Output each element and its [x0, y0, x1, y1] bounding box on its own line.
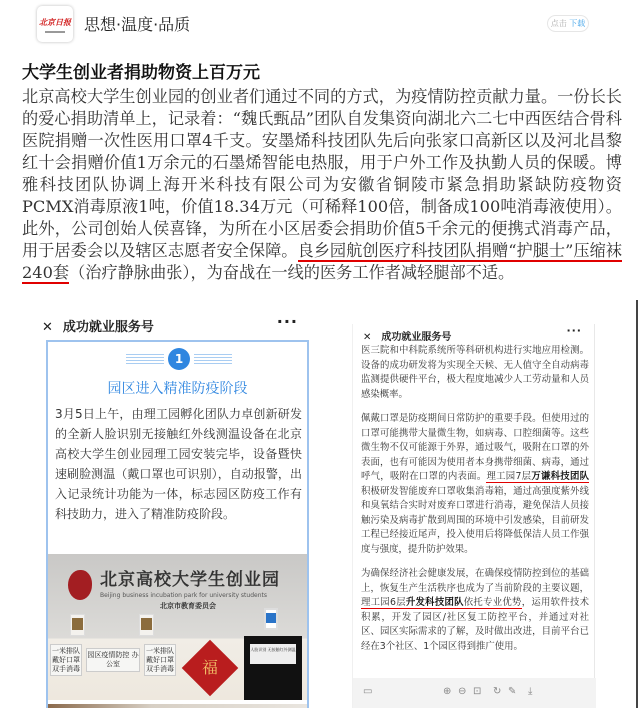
section-text: 3月5日上午，由理工园孵化团队力卓创新研发的全新人脸识别无接触红外线测温设备在北京高校大学生创业园理工园安装完毕，设备暨快速刷脸测温（戴口罩也可识别），自动报警，出入记录统计功能为一体，标志园区防疫工作有科技助力，进入了精准防疫阶段。: [55, 407, 302, 521]
step-badge: 1: [168, 348, 190, 370]
panel-header: [363, 328, 451, 343]
download-prefix: 点击: [550, 19, 567, 28]
article-text: 北京高校大学生创业园的创业者们通过不同的方式，为疫情防控贡献力量。一份长长的爱心捐助清单上，记录着：“魏氏甄品”团队自发集资向湖北六二七中西医结合骨科医院捐赠一次性医用口罩4千支。安墨烯科技团队先后向张家口高新区以及河北昌黎红十会捐赠价值1万余元的石墨烯智能电热服，用于户外工作及执勤人员的保暖。博雅科技团队协调上海开米科技有限公司为安徽省铜陵市紧急捐助紧缺防疫物资PCMX消毒原液1吨，价值18.34万元（可稀释100倍，制备成100吨消毒液使用）。此外，公司创始人侯喜锋，为所在小区居委会捐助价值5千余元的便携式消毒产品，用于居委会以及辖区志愿者安全保障。: [22, 87, 622, 260]
wall-sign-sub: 北京市教育委员会: [160, 602, 216, 610]
account-name: 成功就业服务号: [62, 320, 154, 335]
download-button[interactable]: [547, 15, 589, 32]
text: 积极研发智能废弃口罩收集消毒箱，通过高强度紫外线和臭氧结合实时对废弃口罩进行消毒，避免保洁人员接触污染及病毒扩散到周围的环境中引发感染，目前研发工程已经接近尾声，投入使用后将降低保洁人员工作强度与强度，提升防护效果。: [361, 485, 589, 555]
paragraph: 医三院和中科院系统所等科研机构进行实地应用检测。设备的成功研发将为实现全天候、无人值守全自动病毒监测提供硬件平台，极大程度地减少人工劳动量和人员感染概率。: [361, 345, 589, 400]
underlined-text: 依托专业优势: [463, 597, 522, 608]
reception-photo: [48, 554, 307, 700]
fu-decoration: [182, 640, 239, 697]
article-text-end: （治疗静脉曲张），为奋战在一线的医务工作者减轻腿部不适。: [69, 263, 515, 282]
wall-sign: 北京高校大学生创业园: [100, 570, 280, 590]
underlined-text: 理工园7层: [486, 471, 532, 482]
text: 佩戴口罩是防疫期间日常防护的重要手段。但使用过的口罩可能携带大量微生物，如病毒、口腔细菌等。这些微生物不仅可能源于外界，通过吸气，吸附在口罩的外表面，也有可能因为使用者本身携带细菌、病毒，通过呼气，吸附在口罩的内表面。: [361, 413, 589, 482]
paragraph: [361, 567, 589, 654]
second-photo: [48, 704, 307, 708]
underlined-text: 良乡园航创医疗科技团队捐赠“护腿士”压缩袜240套: [22, 241, 622, 282]
face-scanner: [264, 608, 278, 630]
more-icon[interactable]: ···: [566, 324, 582, 337]
fu-text: 福: [201, 658, 218, 677]
sign-holder: [70, 614, 85, 636]
logo-text: 北京日报: [39, 17, 71, 27]
wing-left-icon: [126, 354, 164, 364]
zoom-out-icon[interactable]: ⊖: [458, 686, 467, 697]
zoom-in-icon[interactable]: ⊕: [443, 686, 452, 697]
download-icon[interactable]: ⤓: [528, 686, 533, 697]
viewer-toolbar: [353, 678, 596, 708]
underlined-bold-text: 升发科技团队: [405, 597, 464, 608]
panel-header: [42, 316, 154, 335]
content-card: [46, 340, 309, 708]
sign-holder: [139, 614, 154, 636]
fit-icon[interactable]: ⊡: [473, 686, 482, 697]
article-title: 大学生创业者捐助物资上百万元: [22, 63, 260, 83]
more-icon[interactable]: ···: [276, 312, 298, 331]
stand-label: 人脸识别 无接触红外测温: [250, 644, 296, 664]
paragraph: [361, 412, 589, 557]
underlined-bold-text: 万谦科技团队: [531, 471, 589, 482]
divider: [636, 300, 638, 708]
account-name: 成功就业服务号: [381, 332, 452, 343]
app-logo: [37, 6, 73, 42]
download-label: 下载: [569, 19, 586, 28]
left-screenshot: [30, 310, 330, 708]
park-logo: [68, 570, 92, 600]
right-screenshot: [340, 310, 640, 708]
article-text: [361, 344, 589, 664]
text: 为确保经济社会健康发展，在确保疫情防控到位的基础上，恢复生产生活秩序也成为了当前阶段的主要议题，: [361, 568, 589, 594]
close-icon[interactable]: ✕: [42, 320, 53, 335]
wall-sign-en: Beijing business incubation park for university students: [100, 592, 267, 599]
notice-sign: 园区疫情防控 办公室: [86, 648, 140, 672]
wing-right-icon: [194, 354, 232, 364]
thermometer-stand: [244, 636, 302, 700]
text: ，运用软件技术积累，开发了园区/社区复工防控平台，并通过对社区、园区实际需求的了解，及时做出改进，目前平台已经在3个社区、1个园区得到推广使用。: [361, 597, 589, 652]
edit-icon[interactable]: ✎: [508, 686, 517, 697]
notice-sign: 一米排队 戴好口罩 双手消毒: [50, 644, 82, 676]
slogan: 思想·温度·品质: [84, 15, 191, 34]
notice-sign: 一米排队 戴好口罩 双手消毒: [144, 644, 176, 676]
close-icon[interactable]: ✕: [363, 332, 372, 343]
underlined-text: 理工园6层: [361, 597, 406, 608]
section-heading: 园区进入精准防疫阶段: [107, 381, 248, 397]
content-card: [352, 324, 595, 708]
thumbnail-icon[interactable]: ▭: [363, 686, 373, 697]
rotate-icon[interactable]: ↻: [493, 686, 502, 697]
article-body: [22, 86, 622, 284]
